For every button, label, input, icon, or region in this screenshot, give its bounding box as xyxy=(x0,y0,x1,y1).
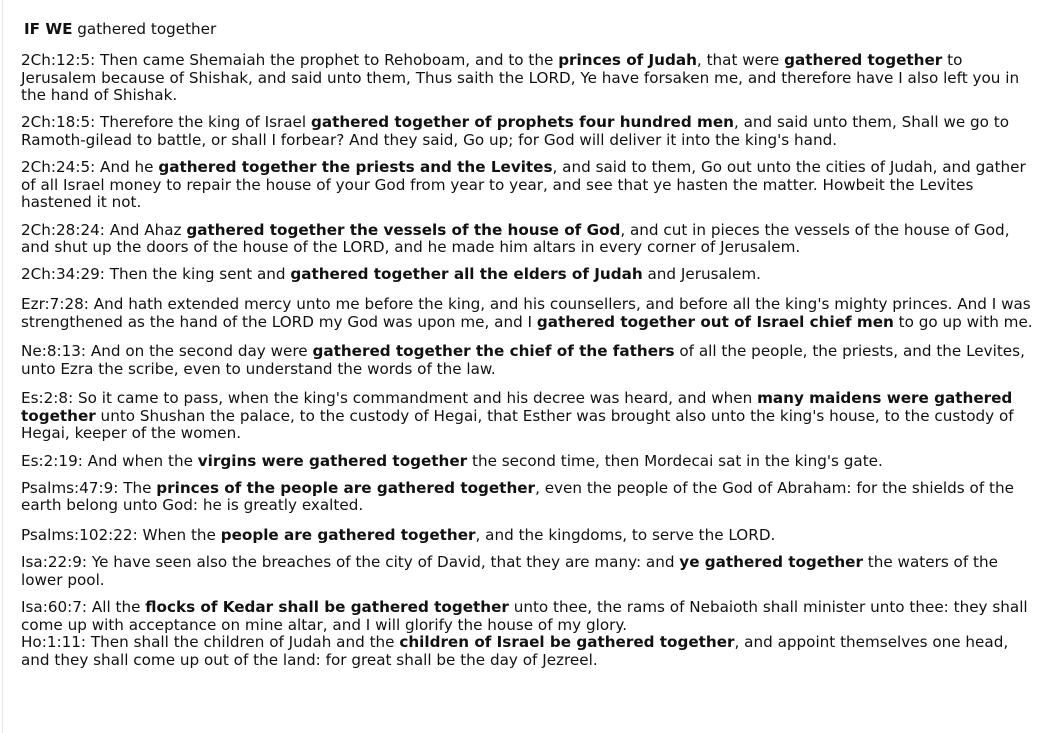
verse-text: Es:2:19: And when the xyxy=(21,451,198,470)
verse-text: the waters of the lower pool. xyxy=(21,553,998,589)
verse-highlight: flocks of Kedar shall be gathered together xyxy=(145,598,509,616)
verse-text: the second time, then Mordecai sat in the king's gate. xyxy=(467,451,883,470)
verse-highlight: gathered together the chief of the fathers xyxy=(312,342,675,361)
verse-text: Es:2:8: So it came to pass, when the king's commandment and his decree was heard, and when xyxy=(21,389,758,408)
verse-entry xyxy=(21,599,1041,634)
verse-text: to Jerusalem because of Shishak, and said unto them, Thus saith the LORD, Ye have forsaken me, and therefore have I also left you in the hand of Shishak. xyxy=(21,51,1020,105)
verse-entry xyxy=(21,480,1041,515)
verse-text: 2Ch:28:24: And Ahaz xyxy=(21,220,187,239)
verse-text: , that were xyxy=(696,51,785,69)
verse-text: , and the kingdoms, to serve the LORD. xyxy=(475,526,776,545)
verse-highlight: gathered together the vessels of the house of God xyxy=(186,220,621,239)
verse-highlight: gathered together of prophets four hundred men xyxy=(310,113,734,132)
verse-highlight: virgins were gathered together xyxy=(197,451,468,470)
heading-bold: IF WE xyxy=(24,20,73,38)
verse-text: Ho:1:11: Then shall the children of Judah and the xyxy=(21,633,400,652)
verse-list xyxy=(21,52,1041,679)
verse-text: Psalms:102:22: When the xyxy=(21,526,221,545)
verse-text: 2Ch:12:5: Then came Shemaiah the prophet to Rehoboam, and to the xyxy=(21,51,559,69)
verse-text: Psalms:47:9: The xyxy=(21,478,157,497)
verse-entry xyxy=(21,634,1041,669)
verse-text: , and appoint themselves one head, and they shall come up out of the land: for great shall be the day of Jezreel. xyxy=(21,633,1009,669)
verse-text: of all the people, the priests, and the Levites, unto Ezra the scribe, even to understand the words of the law. xyxy=(21,342,1025,378)
verse-entry xyxy=(21,527,1041,545)
verse-text: unto thee, the rams of Nebaioth shall minister unto thee: they shall come up with acceptance on mine altar, and I will glorify the house of my glory. xyxy=(21,598,1028,634)
verse-highlight: princes of Judah xyxy=(558,51,697,69)
verse-highlight: princes of the people are gathered together xyxy=(156,478,536,497)
verse-text: 2Ch:18:5: Therefore the king of Israel xyxy=(21,113,311,132)
verse-text: Ezr:7:28: And hath extended mercy unto me before the king, and his counsellers, and before all the king's mighty princes. And I was strengthened as the hand of the LORD my God was upon me, and I xyxy=(21,294,1031,331)
verse-entry xyxy=(21,343,1041,378)
verse-highlight: gathered together the priests and the Levites xyxy=(158,158,553,177)
verse-text: , even the people of the God of Abraham: for the shields of the earth belong unto God: he is greatly exalted. xyxy=(21,478,1014,515)
verse-text: to go up with me. xyxy=(893,312,1033,331)
verse-highlight: gathered together xyxy=(784,51,943,69)
heading-rest: gathered together xyxy=(72,20,217,38)
verse-highlight: many maidens were gathered together xyxy=(21,389,1013,425)
verse-text: Isa:22:9: Ye have seen also the breaches of the city of David, that they are many: and xyxy=(21,553,680,572)
verse-entry xyxy=(21,159,1041,212)
verse-text: and Jerusalem. xyxy=(642,265,761,284)
page-heading xyxy=(24,21,216,39)
verse-highlight: people are gathered together xyxy=(220,526,476,545)
verse-highlight: gathered together out of Israel chief men xyxy=(536,312,894,331)
verse-highlight: ye gathered together xyxy=(679,553,863,572)
verse-entry xyxy=(21,554,1041,589)
verse-text: unto Shushan the palace, to the custody of Hegai, that Esther was brought also unto the king's house, to the custody of Hegai, keeper of the women. xyxy=(21,406,1014,443)
verse-text: 2Ch:34:29: Then the king sent and xyxy=(21,265,291,284)
verse-entry xyxy=(21,266,1041,284)
verse-entry xyxy=(21,453,1041,471)
verse-entry xyxy=(21,52,1041,105)
verse-text: , and said unto them, Shall we go to Ramoth-gilead to battle, or shall I forbear? And they said, Go up; for God will deliver it into the king's hand. xyxy=(21,113,1010,149)
verse-text: Ne:8:13: And on the second day were xyxy=(21,342,313,361)
left-border-rule xyxy=(2,0,3,733)
verse-entry xyxy=(21,296,1041,331)
verse-highlight: gathered together all the elders of Judah xyxy=(290,265,643,284)
verse-text: Isa:60:7: All the xyxy=(21,598,146,616)
verse-entry xyxy=(21,222,1041,257)
verse-entry xyxy=(21,114,1041,149)
verse-entry xyxy=(21,390,1041,443)
verse-text: , and said to them, Go out unto the cities of Judah, and gather of all Israel money to repair the house of your God from year to year, and see that ye hasten the matter. Howbeit the Levites hastened it not. xyxy=(21,158,1026,212)
verse-highlight: children of Israel be gathered together xyxy=(399,633,735,652)
verse-text: 2Ch:24:5: And he xyxy=(21,158,159,177)
verse-text: , and cut in pieces the vessels of the house of God, and shut up the doors of the house of the LORD, and he made him altars in every corner of Jerusalem. xyxy=(21,220,1010,257)
